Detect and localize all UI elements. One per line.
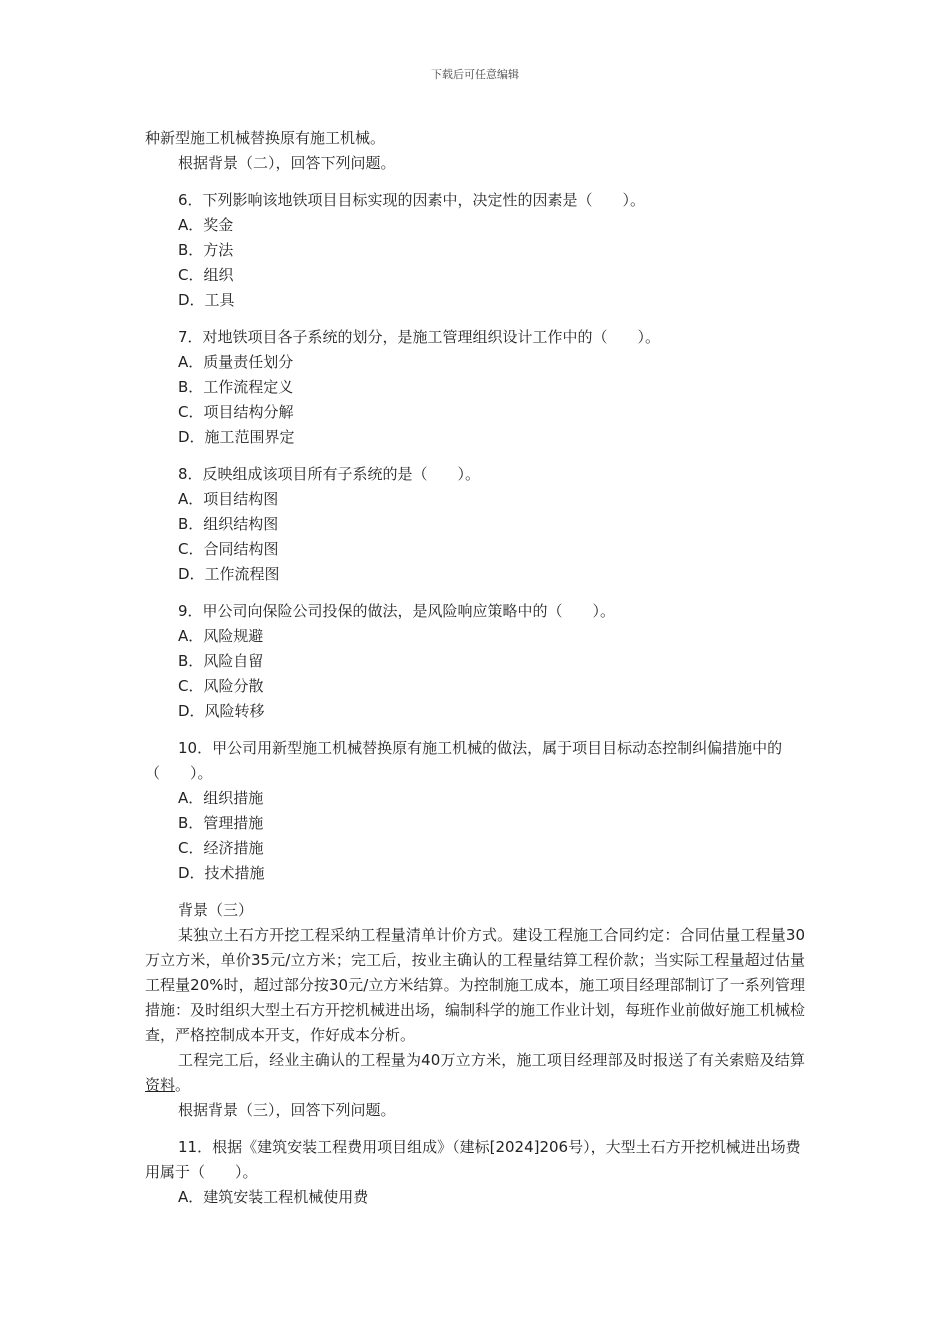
paragraph-2-text: 工程完工后，经业主确认的工程量为40万立方米，施工项目经理部及时报送了有关索赔及结算 xyxy=(178,1051,805,1069)
question-text: 10．甲公司用新型施工机械替换原有施工机械的做法，属于项目目标动态控制纠偏措施中的（ ）。 xyxy=(145,739,783,782)
question-text: 8．反映组成该项目所有子系统的是（ ）。 xyxy=(178,465,481,483)
option-c: C．风险分散 xyxy=(178,677,264,695)
background-instruction: 根据背景（三），回答下列问题。 xyxy=(178,1101,396,1119)
option-a: A．风险规避 xyxy=(178,627,264,645)
question-text: 11．根据《建筑安装工程费用项目组成》（建标[2024]206号），大型土石方开挖机械进出场费用属于（ ）。 xyxy=(145,1138,801,1181)
intro-instruction: 根据背景（二），回答下列问题。 xyxy=(178,154,396,172)
underlined-word: 资料 xyxy=(145,1076,176,1094)
option-b: B．组织结构图 xyxy=(178,515,279,533)
option-a: A．质量责任划分 xyxy=(178,353,294,371)
option-d: D．风险转移 xyxy=(178,702,265,720)
option-a: A．组织措施 xyxy=(178,789,264,807)
question-10 xyxy=(145,736,805,886)
question-6 xyxy=(145,188,805,313)
question-text: 7．对地铁项目各子系统的划分，是施工管理组织设计工作中的（ ）。 xyxy=(178,328,661,346)
option-b: B．方法 xyxy=(178,241,234,259)
background-title: 背景（三） xyxy=(178,901,254,919)
question-8 xyxy=(145,462,805,587)
intro-continuation: 种新型施工机械替换原有施工机械。 xyxy=(145,129,386,147)
option-d: D．施工范围界定 xyxy=(178,428,295,446)
option-b: B．管理措施 xyxy=(178,814,264,832)
page-header: 下载后可任意编辑 xyxy=(431,68,519,81)
option-a: A．奖金 xyxy=(178,216,234,234)
background-paragraph-1: 某独立土石方开挖工程采纳工程量清单计价方式。建设工程施工合同约定：合同估量工程量30万立方米，单价35元/立方米；完工后，按业主确认的工程量结算工程价款；当实际工程量超过估量工程量20%时，超过部分按30元/立方米结算。为控制施工成本，施工项目经理部制订了一系列管理措施：及时组织大型土石方开挖机械进出场，编制科学的施工作业计划，每班作业前做好施工机械检查，严格控制成本开支，作好成本分析。 xyxy=(145,926,806,1044)
option-c: C．项目结构分解 xyxy=(178,403,294,421)
document-body xyxy=(145,126,805,1210)
option-c: C．经济措施 xyxy=(178,839,264,857)
option-c: C．组织 xyxy=(178,266,234,284)
option-c: C．合同结构图 xyxy=(178,540,279,558)
option-d: D．技术措施 xyxy=(178,864,265,882)
question-text: 6．下列影响该地铁项目目标实现的因素中，决定性的因素是（ ）。 xyxy=(178,191,646,209)
paragraph-2-end: 。 xyxy=(175,1076,191,1094)
background-paragraph-2 xyxy=(145,1048,805,1098)
option-b: B．工作流程定义 xyxy=(178,378,294,396)
option-a: A．项目结构图 xyxy=(178,490,279,508)
option-b: B．风险自留 xyxy=(178,652,264,670)
option-a: A．建筑安装工程机械使用费 xyxy=(178,1188,369,1206)
question-9 xyxy=(145,599,805,724)
option-d: D．工作流程图 xyxy=(178,565,280,583)
question-11 xyxy=(145,1135,805,1210)
question-7 xyxy=(145,325,805,450)
background-3 xyxy=(145,898,805,1123)
question-text: 9．甲公司向保险公司投保的做法，是风险响应策略中的（ ）。 xyxy=(178,602,616,620)
option-d: D．工具 xyxy=(178,291,235,309)
